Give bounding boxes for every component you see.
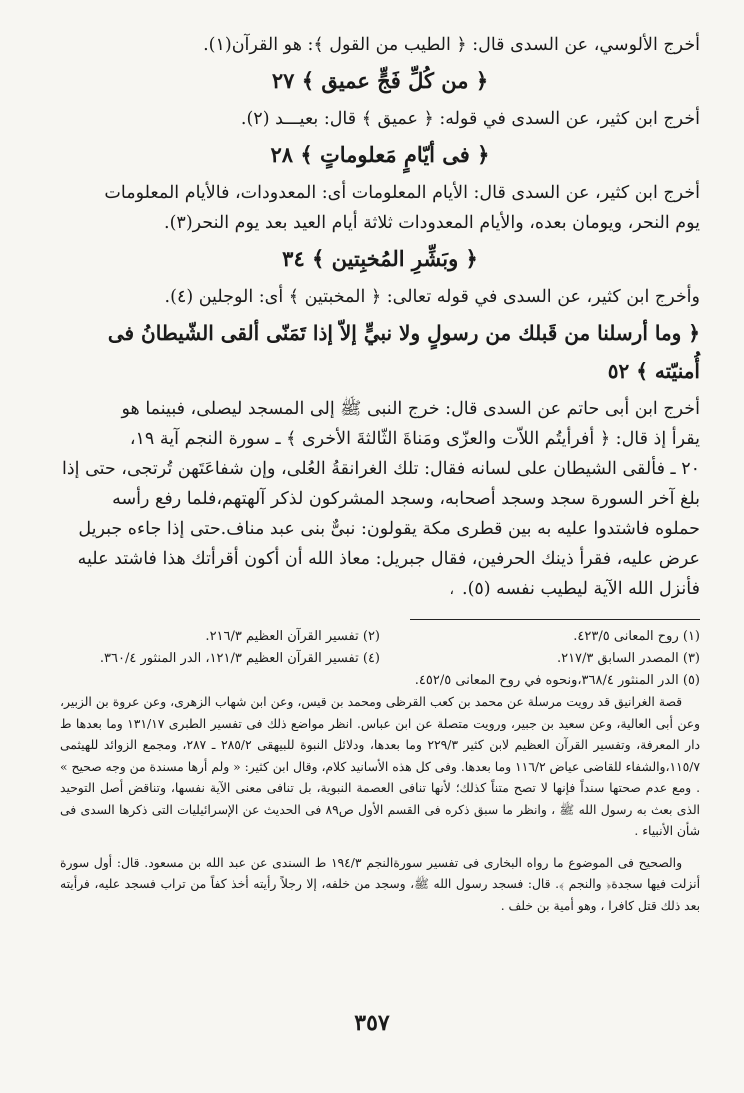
- footnote-commentary: والصحيح فى الموضوع ما رواه البخارى فى تفسير سورةالنجم ١٩٤/٣ ط السندى عن عبد الله بن مسعود. قال: أول سورة أنزلت فيها سجدة﴿ والنجم ﴾. قال: فسجد رسول الله ﷺ، وسجد من خلفه، إلا رجلاً رأيته أخذ كفاً من تراب فسجد عليه، فرأيته بعد ذلك قتل كافرا ، وهو أمية بن خلف .: [60, 855, 700, 913]
- spacer: [60, 843, 700, 853]
- paragraph-line: أخرج ابن كثير، عن السدى في قوله: ﴿ عميق ﴾ قال: بعيـــد (٢).: [240, 109, 700, 129]
- paragraph-line: يوم النحر، ويومان بعده، والأيام المعدودات ثلاثة أيام العيد بعد يوم النحر(٣).: [164, 213, 700, 233]
- paragraph-line: يقرأ إذ قال: ﴿ أفرأيتُم اللاّت والعزّى ومَناةَ الثّالثةَ الأخرى ﴾ ـ سورة النجم آية ١٩،: [129, 429, 700, 449]
- stray-mark: ،: [449, 582, 454, 598]
- paragraph-line: بلغ آخر السورة سجد وسجد أصحابه، وسجد المشركون لذكر آلهتهم،فلما رفع رأسه: [112, 489, 700, 509]
- paragraph-line: أخرج ابن أبى حاتم عن السدى قال: خرج النبى ﷺ إلى المسجد ليصلى، فبينما هو: [121, 399, 700, 419]
- paragraph-line: [60, 574, 700, 605]
- footnote-2: (٢) تفسير القرآن العظيم ٢١٦/٣.: [205, 629, 380, 644]
- footnote-5: (٥) الدر المنثور ٣٦٨/٤،ونحوه في روح المعانى ٤٥٢/٥.: [414, 673, 700, 688]
- footnote-commentary: قصة الغرانيق قد رويت مرسلة عن محمد بن كعب القرظى ومحمد بن قيس، وعن ابن شهاب الزهرى، وعن عروة بن الزبير، وعن أبى العالية، وعن سعيد بن جبير، ورويت متصلة عن ابن عباس. انظر مواضع ذلك فى تفسير الطبرى ١٣١/١٧ وما بعدها ط دار المعرفة، وتفسير القرآن العظيم لابن كثير ٢٢٩/٣ وما بعدها، ودلائل النبوة للبيهقى ٢٨٥/٢ ـ ٢٨٧، ومجمع الزوائد للهيثمى ١١٥/٧،والشفاء للقاضى عياض ١١٦/٢ وما بعدها. وفى كل هذه الأسانيد كلام، وقال ابن كثير: « ولم أرها مسندة من وجه صحيح » . ومع عدم صحتها سنداً فإنها لا تصح متناً كذلك؛ لأنها تنافى العصمة النبوية، بل تنافى معنى الآية نفسها، وتناقض أصل التوحيد الذى بعث به رسول الله ﷺ ، وانظر ما سبق ذكره فى القسم الأول ص٨٩ فى الحديث عن الإسرائيليات التى ذكرها السدى فى شأن الأنبياء .: [60, 695, 701, 838]
- verse-heading-52: ﴿ وما أرسلنا من قَبلك من رسولٍ ولا نبيٍّ إلاّ إذا تَمَنّى ألقى الشّيطانُ فى أُمنيّته ﴾ ٥٢: [107, 321, 700, 383]
- footnote-separator: [410, 619, 700, 620]
- book-page: [60, 30, 700, 917]
- footnote-1: (١) روح المعانى ٤٢٣/٥.: [573, 629, 700, 644]
- paragraph-line: أخرج الألوسي، عن السدى قال: ﴿ الطيب من القول ﴾: هو القرآن(١).: [203, 35, 700, 55]
- footnote-row: [60, 648, 700, 670]
- footnote-3: (٣) المصدر السابق ٢١٧/٣.: [556, 651, 700, 666]
- verse-heading-27: ﴿ من كُلِّ فَجٍّ عميق ﴾ ٢٧: [271, 68, 489, 93]
- paragraph-line: وأخرج ابن كثير، عن السدى في قوله تعالى: ﴿ المخبتين ﴾ أى: الوجلين (٤).: [164, 287, 700, 307]
- paragraph-line: عرض عليه، فقرأ ذينك الحرفين، فقال جبريل: معاذ الله أن أكون أقرأتك هذا فاشتد عليه: [77, 549, 700, 569]
- paragraph-line-text: فأنزل الله الآية ليطيب نفسه (٥).: [462, 579, 700, 599]
- paragraph-line: ٢٠ ـ فألقى الشيطان على لسانه فقال: تلك الغرانقةُ العُلى، وإن شفاعَتَهن تُرتجى، حتى إذا: [61, 459, 700, 479]
- paragraph-line: حملوه فاشتدوا عليه به بين قطرى مكة يقولون: نبىٌّ بنى عبد مناف.حتى إذا جاءه جبريل: [78, 519, 700, 539]
- footnote-row: [60, 626, 700, 648]
- paragraph-line: أخرج ابن كثير، عن السدى قال: الأيام المعلومات أى: المعدودات، فالأيام المعلومات: [104, 183, 700, 203]
- footnote-4: (٤) تفسير القرآن العظيم ١٢١/٣، الدر المنثور ٣٦٠/٤.: [99, 651, 380, 666]
- page-number: ٣٥٧: [354, 1010, 390, 1036]
- verse-heading-34: ﴿ وبَشِّرِ المُخبِتين ﴾ ٣٤: [282, 246, 478, 271]
- verse-heading-28: ﴿ فى أيّامٍ مَعلوماتٍ ﴾ ٢٨: [270, 142, 490, 167]
